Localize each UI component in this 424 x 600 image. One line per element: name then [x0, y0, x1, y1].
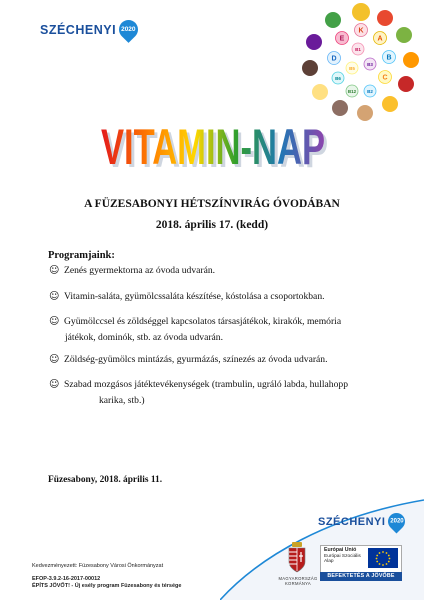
footer-logo-year: 2020	[390, 518, 404, 525]
smiley-icon: ☺	[49, 291, 60, 302]
event-place: A FÜZESABONYI HÉTSZÍNVIRÁG ÓVODÁBAN	[84, 198, 340, 210]
project-code: EFOP-3.9.2-16-2017-00012	[32, 576, 101, 582]
vitamin-letter: B6	[335, 75, 341, 81]
location-pin-icon	[385, 509, 409, 533]
list-item	[49, 263, 379, 279]
coat-of-arms-icon	[286, 540, 308, 574]
vitamin-letter: B5	[349, 65, 355, 71]
eu-flag-icon	[368, 548, 398, 568]
program-label: Programjaink:	[48, 250, 115, 261]
smiley-icon: ☺	[49, 379, 60, 390]
list-item	[49, 289, 379, 305]
smiley-icon: ☺	[49, 316, 60, 327]
vitamin-letter: D	[331, 55, 337, 63]
vitamin-letter: B2	[367, 88, 373, 94]
eu-text	[324, 548, 361, 565]
list-item-continuation: játékok, dominók, stb. az óvoda udvarán.	[65, 332, 223, 343]
title-shadow: VITAMIN-NAP	[104, 122, 328, 178]
beneficiary-text: Kedvezményezett: Füzesabony Városi Önkormányzat	[32, 563, 164, 569]
project-title: ÉPÍTS JÖVŐT! - Új esély program Füzesabony és térsége	[32, 583, 182, 589]
footer-szechenyi-logo	[318, 513, 405, 530]
page-title	[0, 118, 424, 180]
event-date: 2018. április 17. (kedd)	[155, 219, 269, 231]
vitamin-letter: B	[386, 54, 392, 62]
government-label: MAGYARORSZÁG KORMÁNYA	[278, 576, 318, 586]
footer-logo-text: SZÉCHENYI	[318, 515, 386, 528]
list-item-text: Zenés gyermektorna az óvoda udvarán.	[64, 265, 216, 276]
list-item	[49, 352, 379, 368]
title-wordart	[87, 118, 337, 180]
list-item-text: Zöldség-gyümölcs mintázás, gyurmázás, színezés az óvoda udvarán.	[64, 354, 328, 365]
vitamin-wheel-illustration	[300, 2, 422, 124]
signature-place-date: Füzesabony, 2018. április 11.	[48, 475, 163, 485]
list-item	[49, 377, 379, 409]
eu-banner: BEFEKTETÉS A JÖVŐBE	[320, 572, 402, 581]
vitamin-letter: K	[358, 27, 364, 35]
szechenyi-logo-year: 2020	[121, 26, 136, 33]
vitamin-letter: A	[377, 35, 383, 43]
smiley-icon: ☺	[49, 354, 60, 365]
vitamin-letter: B12	[347, 88, 357, 94]
eu-line-1: Európai Unió	[324, 547, 357, 553]
list-item-text: Vitamin-saláta, gyümölcssaláta készítése, kóstolása a csoportokban.	[64, 291, 325, 302]
list-item-text: Gyümölccsel és zöldséggel kapcsolatos társasjátékok, kirakók, memória	[64, 316, 342, 327]
smiley-icon: ☺	[49, 265, 60, 276]
szechenyi-logo-text: SZÉCHENYI	[40, 22, 117, 37]
vitamin-letter: E	[339, 35, 345, 43]
vitamin-letter: B3	[367, 61, 373, 67]
vitamin-letter: C	[382, 74, 388, 82]
eu-line-3: Alap	[324, 559, 334, 565]
title-text: VITAMIN-NAP	[101, 119, 325, 175]
eu-line-2: Európai Szociális	[324, 553, 361, 559]
location-pin-icon	[115, 16, 142, 43]
list-item	[49, 314, 379, 346]
list-item-continuation: karika, stb.)	[99, 395, 145, 406]
list-item-text: Szabad mozgásos játéktevékenységek (trambulin, ugráló labda, hullahopp	[64, 379, 348, 390]
szechenyi-logo	[40, 20, 138, 39]
vitamin-letter: B1	[355, 46, 361, 52]
